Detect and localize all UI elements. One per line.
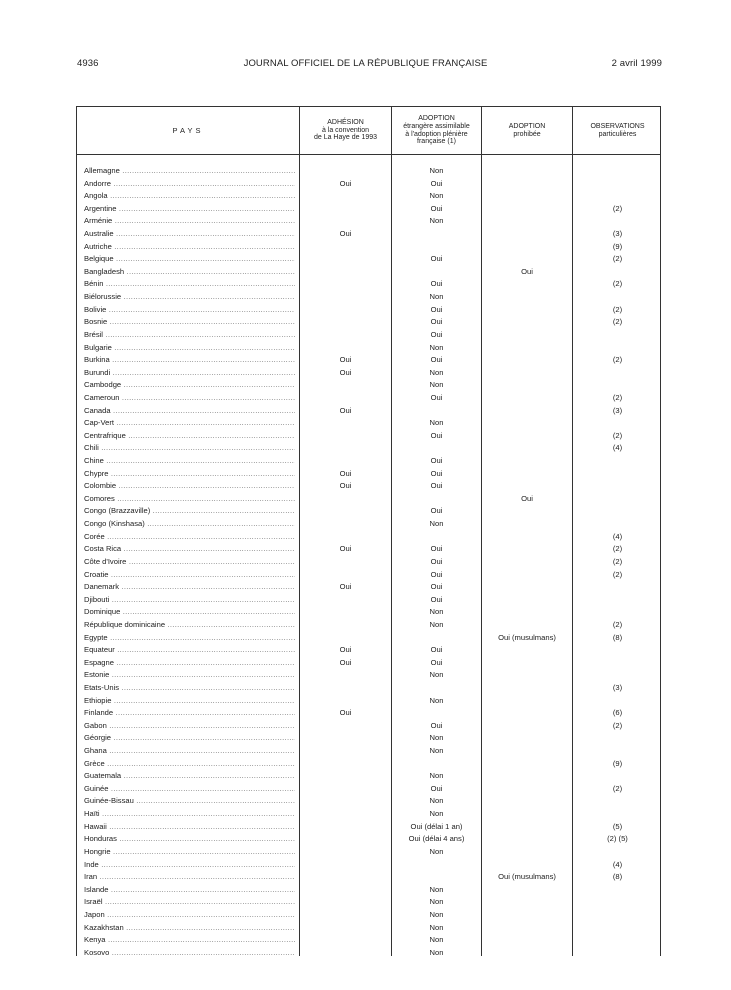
table-row [77,543,660,556]
table-row [77,354,660,367]
adoption-assimilable-cell: Non [429,367,444,377]
observations-cell: (4) [612,531,623,541]
adoption-assimilable-cell: Non [429,695,444,705]
table-row [77,695,660,708]
country-name: Guinée-Bissau ..... [84,795,295,808]
adhesion-cell: Oui [339,481,352,491]
adoption-assimilable-cell: Non [429,746,444,756]
adhesion-cell: Oui [339,645,352,655]
country-name: Autriche ..... [84,241,295,254]
adoption-assimilable-cell: Non [429,191,444,201]
country-name: Costa Rica ..... [84,543,295,556]
country-name: Burkina ..... [84,354,295,367]
country-name: Honduras ..... [84,833,295,846]
country-name: Géorgie ..... [84,732,295,745]
table-row [77,468,660,481]
observations-cell: (2) [612,783,623,793]
adoption-assimilable-cell: Oui [430,594,443,604]
adoption-assimilable-cell: Oui [430,506,443,516]
adoption-assimilable-cell: Non [429,909,444,919]
table-row [77,329,660,342]
country-name: Kazakhstan ..... [84,922,295,935]
adoption-assimilable-cell: Oui [430,544,443,554]
observations-cell: (2) [612,720,623,730]
observations-cell: (3) [612,405,623,415]
table-row [77,430,660,443]
table-row [77,632,660,645]
table-row [77,215,660,228]
table-row [77,480,660,493]
country-name: Ethiopie ..... [84,695,295,708]
country-name: Gabon ..... [84,720,295,733]
table-row [77,669,660,682]
observations-cell: (8) [612,872,623,882]
table-row [77,266,660,279]
table-row [77,291,660,304]
adoption-assimilable-cell: Oui [430,279,443,289]
country-name: Colombie ..... [84,480,295,493]
country-name: Bulgarie ..... [84,342,295,355]
country-name: Egypte ..... [84,632,295,645]
country-name: Iran ..... [84,871,295,884]
adhesion-cell: Oui [339,468,352,478]
country-name: Bénin ..... [84,278,295,291]
adoption-assimilable-cell: Non [429,342,444,352]
column-header-observations: OBSERVATIONS particulières [590,122,645,138]
adoption-assimilable-cell: Oui [430,468,443,478]
country-name: Japon ..... [84,909,295,922]
table-row [77,896,660,909]
adoption-assimilable-cell: Non [429,166,444,175]
table-row [77,203,660,216]
adoption-assimilable-cell: Oui [430,456,443,466]
country-name: Australie ..... [84,228,295,241]
adoption-assimilable-cell: Non [429,733,444,743]
observations-cell: (3) [612,682,623,692]
country-name: Hawaii ..... [84,821,295,834]
country-name: Grèce ..... [84,758,295,771]
table-row [77,871,660,884]
country-name: Etats-Unis ..... [84,682,295,695]
table-row [77,304,660,317]
country-name: Centrafrique ..... [84,430,295,443]
table-row [77,405,660,418]
table-row [77,581,660,594]
observations-cell: (2) [612,392,623,402]
adoption-assimilable-cell: Oui [430,783,443,793]
table-row [77,644,660,657]
country-name: Bosnie ..... [84,316,295,329]
table-row [77,606,660,619]
table-row [77,316,660,329]
adhesion-cell: Oui [339,405,352,415]
table-row [77,947,660,960]
country-name: Comores ..... [84,493,295,506]
adoption-assimilable-cell: Oui [430,178,443,188]
country-name: Djibouti ..... [84,594,295,607]
observations-cell: (2) [612,619,623,629]
observations-cell: (3) [612,229,623,239]
observations-cell: (2) [612,556,623,566]
table-row [77,922,660,935]
table-row [77,417,660,430]
country-name: Cameroun ..... [84,392,295,405]
journal-title: JOURNAL OFFICIEL DE LA RÉPUBLIQUE FRANÇAISE [243,58,488,69]
adoption-assimilable-cell: Non [429,809,444,819]
country-name: Cambodge ..... [84,379,295,392]
observations-cell: (2) [612,203,623,213]
country-name: Burundi ..... [84,367,295,380]
country-name: Arménie ..... [84,215,295,228]
table-row [77,859,660,872]
country-name: Islande ..... [84,884,295,897]
table-row [77,531,660,544]
country-name: Brésil ..... [84,329,295,342]
table-row [77,707,660,720]
observations-cell: (5) [612,821,623,831]
table-row [77,190,660,203]
table-row [77,569,660,582]
country-name: Bangladesh ..... [84,266,295,279]
country-name: Angola ..... [84,190,295,203]
observations-cell: (8) [612,632,623,642]
adoption-assimilable-cell: Oui [430,657,443,667]
country-name: Israël ..... [84,896,295,909]
country-name: Corée ..... [84,531,295,544]
country-name: Inde ..... [84,859,295,872]
observations-cell: (2) [612,254,623,264]
table-body [77,165,660,959]
table-row [77,392,660,405]
country-name: Finlande ..... [84,707,295,720]
country-name: Kosovo ..... [84,947,295,960]
adoption-prohibee-cell: Oui [521,493,533,503]
country-name: Haïti ..... [84,808,295,821]
country-name: Allemagne ..... [84,165,295,178]
table-row [77,178,660,191]
adhesion-cell: Oui [339,708,352,718]
country-name: Croatie ..... [84,569,295,582]
table-row [77,342,660,355]
table-row [77,770,660,783]
publication-date: 2 avril 1999 [611,58,662,69]
country-name: Danemark ..... [84,581,295,594]
observations-cell: (2) [612,279,623,289]
adhesion-cell: Oui [339,229,352,239]
table-row [77,758,660,771]
table-row [77,455,660,468]
country-name: Dominique ..... [84,606,295,619]
column-header-adhesion: ADHÉSION à la convention de La Haye de 1993 [313,119,378,142]
observations-cell: (2) [612,304,623,314]
country-name: Congo (Kinshasa) ..... [84,518,295,531]
adoption-assimilable-cell: Non [429,292,444,302]
adoption-assimilable-cell: Oui [430,582,443,592]
country-name: Biélorussie ..... [84,291,295,304]
table-row [77,594,660,607]
adhesion-cell: Oui [339,657,352,667]
adoption-assimilable-cell: Non [429,846,444,856]
observations-cell: (2) [612,569,623,579]
adoption-assimilable-cell: Non [429,380,444,390]
adoption-assimilable-cell: Non [429,796,444,806]
table-row [77,556,660,569]
adoption-prohibee-cell: Oui (musulmans) [498,632,556,642]
adoption-assimilable-cell: Non [429,884,444,894]
adoption-assimilable-cell: Non [429,519,444,529]
adoption-assimilable-cell: Oui [430,254,443,264]
adoption-assimilable-cell: Oui [430,329,443,339]
country-name: Hongrie ..... [84,846,295,859]
adhesion-cell: Oui [339,355,352,365]
adoption-assimilable-cell: Oui [430,355,443,365]
country-name: Estonie ..... [84,669,295,682]
table-row [77,253,660,266]
adoption-assimilable-cell: Non [429,607,444,617]
adoption-table [76,106,661,956]
adoption-assimilable-cell: Non [429,216,444,226]
adoption-assimilable-cell: Non [429,670,444,680]
observations-cell: (9) [612,241,623,251]
adoption-assimilable-cell: Non [429,771,444,781]
adoption-assimilable-cell: Oui [430,392,443,402]
table-row [77,657,660,670]
adhesion-cell: Oui [339,178,352,188]
country-name: Andorre ..... [84,178,295,191]
adoption-assimilable-cell: Oui (délai 4 ans) [408,834,465,844]
table-row [77,379,660,392]
country-name: République dominicaine ..... [84,619,295,632]
adoption-assimilable-cell: Oui [430,720,443,730]
adoption-assimilable-cell: Oui [430,317,443,327]
table-row [77,833,660,846]
adoption-assimilable-cell: Oui [430,203,443,213]
country-name: Canada ..... [84,405,295,418]
table-row [77,808,660,821]
table-row [77,518,660,531]
table-row [77,619,660,632]
table-row [77,745,660,758]
column-header-adoption-prohibee: ADOPTION prohibée [508,122,546,138]
table-row [77,278,660,291]
header-divider [77,154,660,155]
observations-cell: (4) [612,859,623,869]
table-row [77,846,660,859]
adoption-assimilable-cell: Non [429,947,444,957]
adoption-assimilable-cell: Non [429,619,444,629]
adoption-assimilable-cell: Oui [430,645,443,655]
observations-cell: (6) [612,708,623,718]
table-row [77,442,660,455]
country-name: Guatemala ..... [84,770,295,783]
adoption-assimilable-cell: Non [429,897,444,907]
table-row [77,909,660,922]
table-row [77,732,660,745]
table-row [77,934,660,947]
adoption-assimilable-cell: Oui (délai 1 an) [410,821,463,831]
adhesion-cell: Oui [339,582,352,592]
country-name: Ghana ..... [84,745,295,758]
column-header-pays: PAYS [172,125,204,135]
table-row [77,682,660,695]
country-name: Chine ..... [84,455,295,468]
adoption-assimilable-cell: Oui [430,481,443,491]
adoption-assimilable-cell: Oui [430,304,443,314]
country-name: Chili ..... [84,442,295,455]
table-row [77,493,660,506]
page-number: 4936 [77,58,99,69]
adoption-assimilable-cell: Oui [430,556,443,566]
observations-cell: (2) (5) [607,834,628,844]
adoption-prohibee-cell: Oui (musulmans) [498,872,556,882]
table-row [77,505,660,518]
country-name: Guinée ..... [84,783,295,796]
table-row [77,367,660,380]
country-name: Espagne ..... [84,657,295,670]
country-name: Argentine ..... [84,203,295,216]
table-row [77,241,660,254]
country-name: Kenya ..... [84,934,295,947]
table-row [77,783,660,796]
country-name: Chypre ..... [84,468,295,481]
adoption-assimilable-cell: Non [429,922,444,932]
observations-cell: (2) [612,317,623,327]
adoption-assimilable-cell: Non [429,418,444,428]
observations-cell: (2) [612,544,623,554]
adhesion-cell: Oui [339,544,352,554]
observations-cell: (4) [612,443,623,453]
country-name: Equateur ..... [84,644,295,657]
adhesion-cell: Oui [339,367,352,377]
observations-cell: (9) [612,758,623,768]
country-name: Congo (Brazzaville) ..... [84,505,295,518]
table-row [77,165,660,178]
table-row [77,720,660,733]
country-name: Côte d'Ivoire ..... [84,556,295,569]
country-name: Cap-Vert ..... [84,417,295,430]
adoption-assimilable-cell: Non [429,935,444,945]
adoption-assimilable-cell: Oui [430,430,443,440]
observations-cell: (2) [612,355,623,365]
observations-cell: (2) [612,430,623,440]
table-row [77,884,660,897]
adoption-prohibee-cell: Oui [521,266,533,276]
table-row [77,821,660,834]
column-header-adoption-assimilable: ADOPTION étrangère assimilable à l'adoption plénière française (1) [403,115,470,146]
country-name: Bolivie ..... [84,304,295,317]
adoption-assimilable-cell: Oui [430,569,443,579]
table-row [77,795,660,808]
country-name: Belgique ..... [84,253,295,266]
table-row [77,228,660,241]
